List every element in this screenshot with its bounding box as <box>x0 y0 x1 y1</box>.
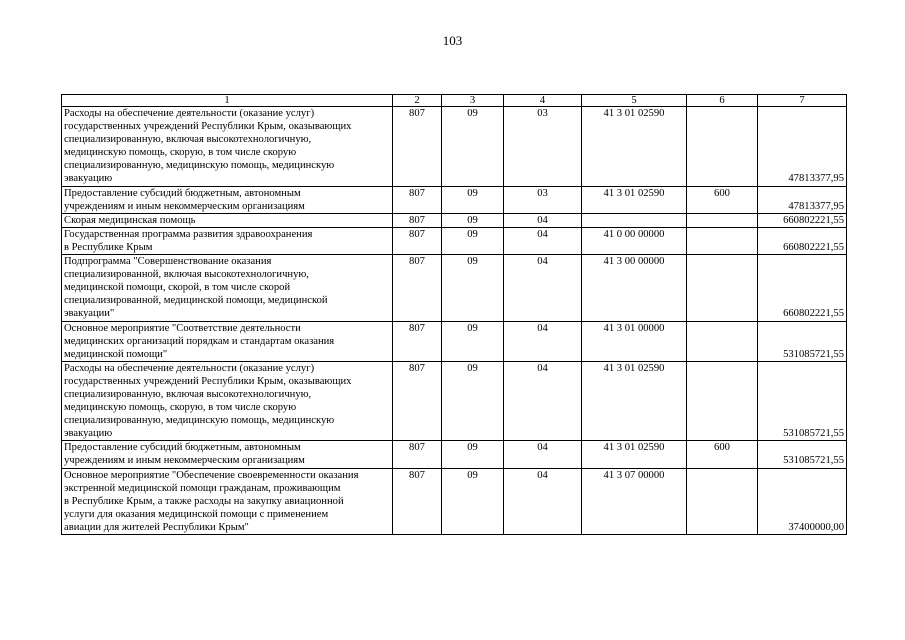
ministry-code-cell: 807 <box>393 441 442 468</box>
column-header: 6 <box>687 95 758 107</box>
subsection-code-cell: 03 <box>504 107 582 187</box>
section-code-cell: 09 <box>442 468 504 534</box>
ministry-code-cell: 807 <box>393 361 442 441</box>
expense-type-cell: 600 <box>687 441 758 468</box>
expense-type-cell <box>687 361 758 441</box>
row-name-cell: Подпрограмма "Совершенствование оказания специализированной, включая высокотехнологичную, медицинской помощи, скорой, в том числе скорой специализированной, медицинской помощи, медицинской эвакуации" <box>62 255 393 321</box>
amount-cell: 660802221,55 <box>758 227 847 254</box>
target-article-cell: 41 3 01 02590 <box>582 186 687 213</box>
subsection-code-cell: 04 <box>504 321 582 361</box>
section-code-cell: 09 <box>442 213 504 227</box>
amount-cell: 47813377,95 <box>758 186 847 213</box>
expense-type-cell <box>687 255 758 321</box>
ministry-code-cell: 807 <box>393 255 442 321</box>
subsection-code-cell: 04 <box>504 361 582 441</box>
section-code-cell: 09 <box>442 361 504 441</box>
expense-type-cell <box>687 468 758 534</box>
table-row <box>62 107 847 187</box>
subsection-code-cell: 04 <box>504 227 582 254</box>
column-header: 2 <box>393 95 442 107</box>
amount-cell: 47813377,95 <box>758 107 847 187</box>
subsection-code-cell: 04 <box>504 213 582 227</box>
expense-type-cell: 600 <box>687 186 758 213</box>
target-article-cell: 41 3 00 00000 <box>582 255 687 321</box>
table-row <box>62 186 847 213</box>
amount-cell: 531085721,55 <box>758 321 847 361</box>
target-article-cell: 41 3 01 02590 <box>582 361 687 441</box>
ministry-code-cell: 807 <box>393 107 442 187</box>
ministry-code-cell: 807 <box>393 186 442 213</box>
amount-cell: 660802221,55 <box>758 213 847 227</box>
target-article-cell: 41 0 00 00000 <box>582 227 687 254</box>
table-row <box>62 227 847 254</box>
table-row <box>62 441 847 468</box>
section-code-cell: 09 <box>442 441 504 468</box>
expense-type-cell <box>687 107 758 187</box>
ministry-code-cell: 807 <box>393 227 442 254</box>
ministry-code-cell: 807 <box>393 321 442 361</box>
target-article-cell: 41 3 01 02590 <box>582 441 687 468</box>
table-row <box>62 255 847 321</box>
column-header: 1 <box>62 95 393 107</box>
table-row <box>62 213 847 227</box>
expense-type-cell <box>687 321 758 361</box>
table-body <box>62 95 847 535</box>
column-header: 3 <box>442 95 504 107</box>
row-name-cell: Расходы на обеспечение деятельности (оказание услуг) государственных учреждений Республики Крым, оказывающих специализированную, включая высокотехнологичную, медицинскую помощь, скорую, в том числе скорую специализированную, медицинскую помощь, медицинскую эвакуацию <box>62 361 393 441</box>
section-code-cell: 09 <box>442 255 504 321</box>
ministry-code-cell: 807 <box>393 468 442 534</box>
budget-table <box>61 94 847 535</box>
amount-cell: 660802221,55 <box>758 255 847 321</box>
target-article-cell: 41 3 01 02590 <box>582 107 687 187</box>
subsection-code-cell: 04 <box>504 255 582 321</box>
column-header: 7 <box>758 95 847 107</box>
row-name-cell: Расходы на обеспечение деятельности (оказание услуг) государственных учреждений Республики Крым, оказывающих специализированную, включая высокотехнологичную, медицинскую помощь, скорую, в том числе скорую специализированную, медицинскую помощь, медицинскую эвакуацию <box>62 107 393 187</box>
row-name-cell: Предоставление субсидий бюджетным, автономным учреждениям и иным некоммерческим организациям <box>62 441 393 468</box>
table-header-row <box>62 95 847 107</box>
subsection-code-cell: 03 <box>504 186 582 213</box>
target-article-cell: 41 3 07 00000 <box>582 468 687 534</box>
column-header: 5 <box>582 95 687 107</box>
column-header: 4 <box>504 95 582 107</box>
page-number: 103 <box>442 33 463 48</box>
ministry-code-cell: 807 <box>393 213 442 227</box>
row-name-cell: Скорая медицинская помощь <box>62 213 393 227</box>
expense-type-cell <box>687 227 758 254</box>
section-code-cell: 09 <box>442 107 504 187</box>
subsection-code-cell: 04 <box>504 468 582 534</box>
row-name-cell: Основное мероприятие "Соответствие деятельности медицинских организаций порядкам и стандартам оказания медицинской помощи" <box>62 321 393 361</box>
amount-cell: 37400000,00 <box>758 468 847 534</box>
amount-cell: 531085721,55 <box>758 441 847 468</box>
subsection-code-cell: 04 <box>504 441 582 468</box>
row-name-cell: Основное мероприятие "Обеспечение своевременности оказания экстренной медицинской помощи гражданам, проживающим в Республике Крым, а также расходы на закупку авиационной услуги для оказания медицинской помощи с применением авиации для жителей Республики Крым" <box>62 468 393 534</box>
row-name-cell: Государственная программа развития здравоохранения в Республике Крым <box>62 227 393 254</box>
amount-cell: 531085721,55 <box>758 361 847 441</box>
expense-type-cell <box>687 213 758 227</box>
section-code-cell: 09 <box>442 321 504 361</box>
table-row <box>62 361 847 441</box>
section-code-cell: 09 <box>442 227 504 254</box>
target-article-cell: 41 3 01 00000 <box>582 321 687 361</box>
table-row <box>62 321 847 361</box>
target-article-cell <box>582 213 687 227</box>
row-name-cell: Предоставление субсидий бюджетным, автономным учреждениям и иным некоммерческим организациям <box>62 186 393 213</box>
section-code-cell: 09 <box>442 186 504 213</box>
table-row <box>62 468 847 534</box>
